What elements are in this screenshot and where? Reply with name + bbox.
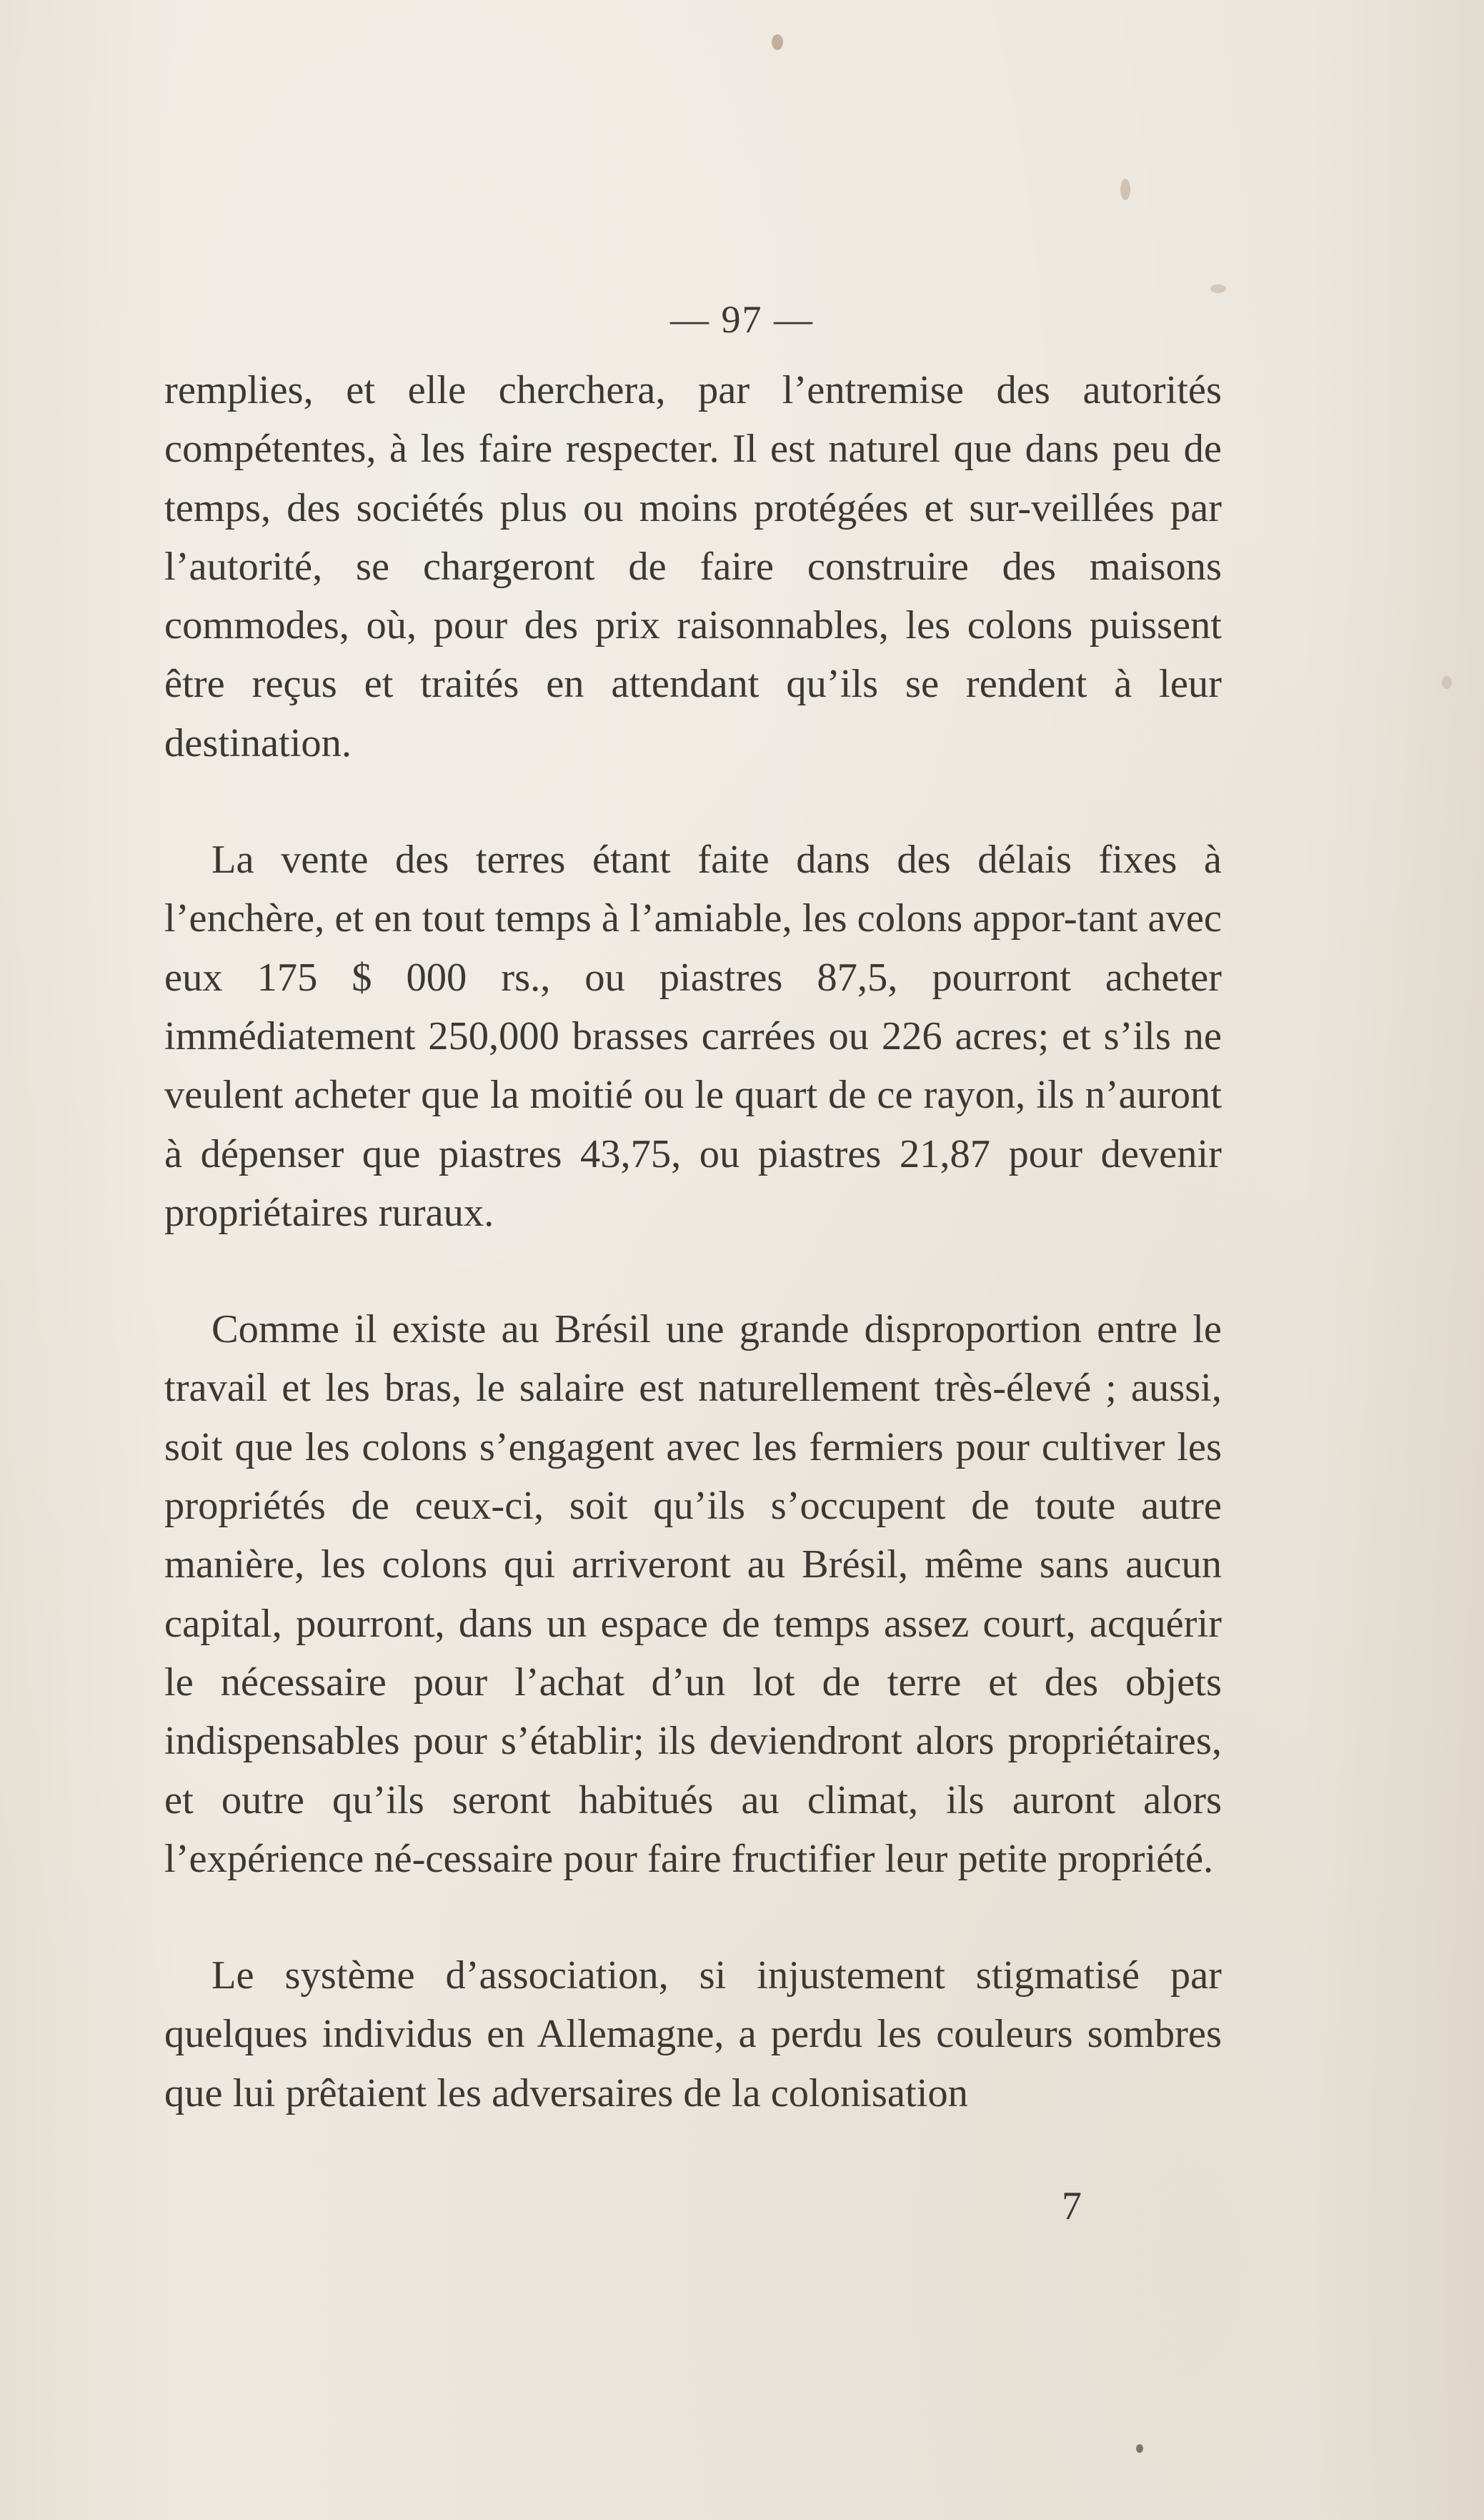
paragraph-1: remplies, et elle cherchera, par l’entremise des autorités compétentes, à les faire respecter. Il est naturel que dans peu de temps, des sociétés plus ou moins protégées et sur-veillées par l’autorité, se chargeront de faire construire des maisons commodes, où, pour des prix raisonnables, les colons puissent être reçus et traités en attendant qu’ils se rendent à leur destination. — [164, 368, 1222, 765]
paper-speck — [1136, 2444, 1143, 2453]
body-text — [164, 361, 1222, 2181]
paragraph-4: Le système d’association, si injustement stigmatisé par quelques individus en Allemagne, a perdu les couleurs sombres que lui prêtaient les adversaires de la colonisation — [164, 1953, 1222, 2115]
paragraph-2: La vente des terres étant faite dans des délais fixes à l’enchère, et en tout temps à l’amiable, les colons appor-tant avec eux 175 $ 000 rs., ou piastres 87,5, pourront acheter immédiatement 250,000 brasses carrées ou 226 acres; et s’ils ne veulent acheter que la moitié ou le quart de ce rayon, ils n’auront à dépenser que piastres 43,75, ou piastres 21,87 pour devenir propriétaires ruraux. — [164, 838, 1222, 1235]
paper-speck — [1120, 179, 1130, 200]
paper-speck — [1210, 284, 1226, 293]
signature-mark: 7 — [1062, 2184, 1082, 2228]
paper-speck — [772, 34, 783, 50]
page-number: — 97 — — [670, 298, 814, 341]
paragraph-3: Comme il existe au Brésil une grande disproportion entre le travail et les bras, le salaire est naturellement très-élevé ; aussi, soit que les colons s’engagent avec les fermiers pour cultiver les propriétés de ceux-ci, soit qu’ils s’occupent de toute autre manière, les colons qui arriveront au Brésil, même sans aucun capital, pourront, dans un espace de temps assez court, acquérir le nécessaire pour l’achat d’un lot de terre et des objets indispensables pour s’établir; ils deviendront alors propriétaires, et outre qu’ils seront habitués au climat, ils auront alors l’expérience né-cessaire pour faire fructifier leur petite propriété. — [164, 1307, 1222, 1881]
paper-speck — [1442, 676, 1452, 689]
